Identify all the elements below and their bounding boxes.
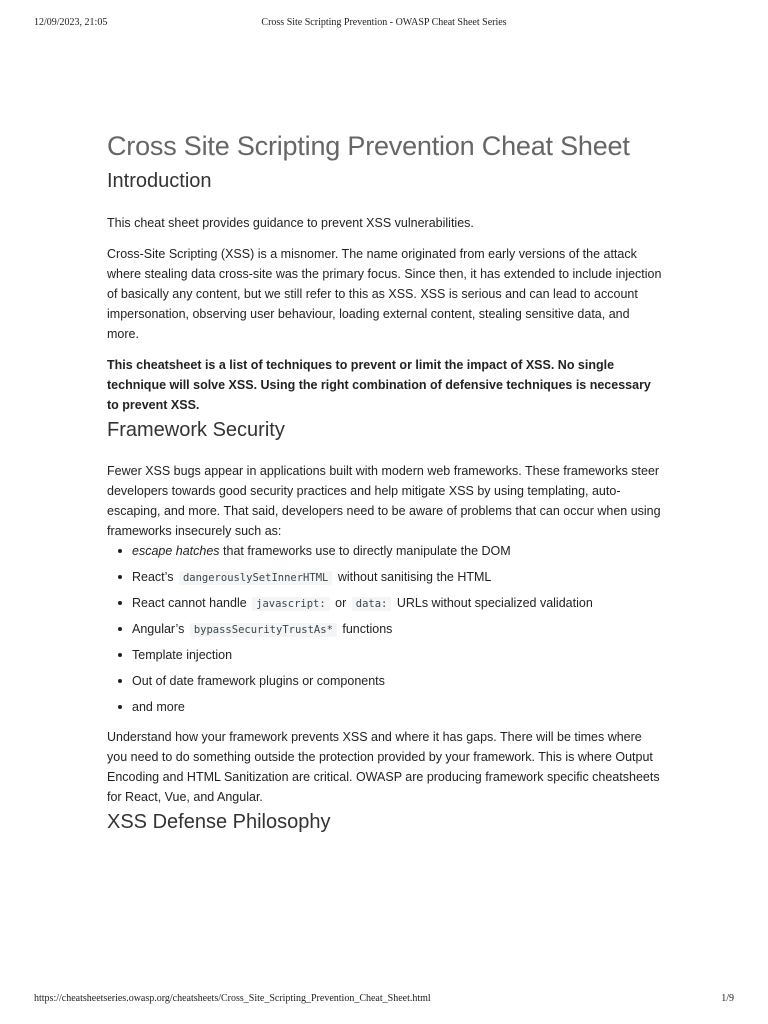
list-item-text: Out of date framework plugins or components [132,674,385,688]
page-title: Cross Site Scripting Prevention Cheat Sheet [107,131,630,161]
list-item-text: React’s [132,570,177,584]
print-datetime: 12/09/2023, 21:05 [34,17,108,28]
list-item-text: React cannot handle [132,596,251,610]
bullet-dot [118,627,122,631]
list-item [132,697,663,723]
list-item [132,671,663,697]
framework-issues-list [107,541,663,723]
framework-paragraph-2: Understand how your framework prevents XSS and where it has gaps. There will be times where you need to do something outside the protection provided by your framework. This is where Output Encoding and HTML Sanitization are critical. OWASP are producing framework specific cheatsheets for React, Vue, and Angular. [107,730,660,804]
list-item-text: that frameworks use to directly manipulate the DOM [219,544,511,558]
list-item-text: without sanitising the HTML [334,570,492,584]
escape-hatches-term: escape hatches [132,544,220,558]
bullet-dot [118,575,122,579]
bullet-dot [118,601,122,605]
bullet-dot [118,679,122,683]
inline-code: bypassSecurityTrustAs* [190,623,337,637]
intro-paragraph-1: This cheat sheet provides guidance to prevent XSS vulnerabilities. [107,216,474,230]
bullet-dot [118,653,122,657]
print-url: https://cheatsheetseries.owasp.org/cheatsheets/Cross_Site_Scripting_Prevention_Cheat_Sheet.html [34,993,431,1004]
list-item-text: or [331,596,350,610]
heading-xss-defense-philosophy: XSS Defense Philosophy [107,811,331,833]
list-item-text: and more [132,700,185,714]
inline-code: javascript: [252,597,330,611]
heading-introduction: Introduction [107,170,212,192]
list-item-text: Template injection [132,648,233,662]
print-page-number: 1/9 [721,993,734,1004]
article-content [107,126,663,837]
print-page-title: Cross Site Scripting Prevention - OWASP Cheat Sheet Series [261,17,507,28]
list-item [132,619,663,645]
list-item-text: functions [338,622,393,636]
framework-paragraph-1: Fewer XSS bugs appear in applications built with modern web frameworks. These frameworks steer developers towards good security practices and help mitigate XSS by using templating, auto-escaping, and more. That said, developers need to be aware of problems that can occur when using frameworks insecurely such as: [107,464,661,538]
list-item [132,541,663,567]
intro-paragraph-bold: This cheatsheet is a list of techniques to prevent or limit the impact of XSS. No single technique will solve XSS. Using the right combination of defensive techniques is necessary to prevent XSS. [107,358,651,412]
heading-framework-security: Framework Security [107,419,285,441]
inline-code: data: [352,597,392,611]
list-item [132,593,663,619]
list-item-text: Angular’s [132,622,188,636]
list-item-text: URLs without specialized validation [393,596,593,610]
list-item [132,567,663,593]
intro-paragraph-2: Cross-Site Scripting (XSS) is a misnomer. The name originated from early versions of the attack where stealing data cross-site was the primary focus. Since then, it has extended to include injection of basically any content, but we still refer to this as XSS. XSS is serious and can lead to account impersonation, observing user behaviour, loading external content, stealing sensitive data, and more. [107,247,662,341]
print-footer [34,993,734,1007]
print-header [34,17,734,31]
list-item [132,645,663,671]
bullet-dot [118,705,122,709]
inline-code: dangerouslySetInnerHTML [179,571,332,585]
bullet-dot [118,549,122,553]
